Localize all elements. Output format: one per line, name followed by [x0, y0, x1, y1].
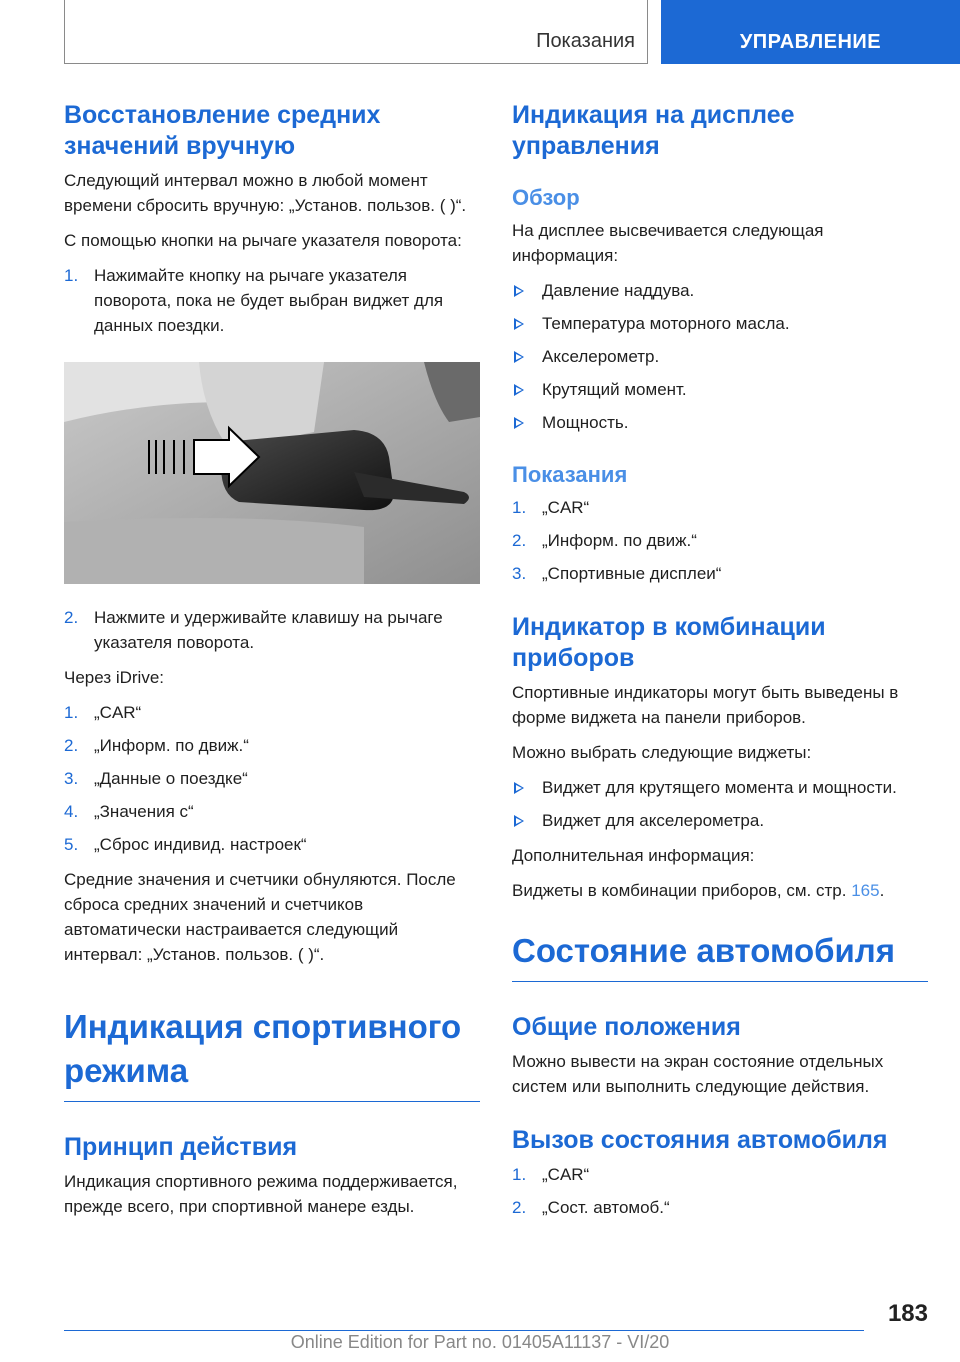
list-item: [512, 344, 928, 369]
list-item: [64, 605, 480, 655]
paragraph-principle: Индикация спортивного режима поддерживается, прежде всего, при спортивной манере езды.: [64, 1172, 458, 1216]
paragraph-idrive: Через iDrive:: [64, 668, 165, 687]
bullet-triangle-icon: [514, 351, 524, 363]
list-item-number: 2.: [512, 531, 527, 550]
list-item: [64, 263, 480, 338]
list-item-text: „Данные о поездке“: [94, 769, 248, 788]
list-item: [512, 377, 928, 402]
list-item-text: Виджет для акселерометра.: [542, 811, 765, 830]
list-item-text: „CAR“: [94, 703, 142, 722]
heading-vehicle-status: Состояние автомобиля: [512, 929, 928, 982]
list-item-text: „CAR“: [542, 1165, 590, 1184]
list-item-number: 2.: [64, 736, 79, 755]
idrive-steps-list: [64, 700, 480, 857]
list-item: [512, 528, 928, 553]
paragraph-reset-1: Следующий интервал можно в любой момент времени сбросить вручную: „Установ. пользов. ( )“.: [64, 171, 467, 215]
list-item: [64, 733, 480, 758]
paragraph-reset-2: С помощью кнопки на рычаге указателя поворота:: [64, 231, 462, 250]
footer-edition: Online Edition for Part no. 01405A11137 - VI/20: [290, 1332, 670, 1352]
list-item-text: „Информ. по движ.“: [94, 736, 249, 755]
bullet-triangle-icon: [514, 417, 524, 429]
footer-divider: [64, 1330, 864, 1331]
paragraph-cluster-2: Можно выбрать следующие виджеты:: [512, 743, 812, 762]
list-item: [512, 808, 928, 833]
steps-list-1: [64, 263, 480, 338]
heading-display-indication: Индикация на дисплее управления: [512, 101, 795, 160]
list-item: [64, 799, 480, 824]
paragraph-reference: [512, 878, 928, 903]
list-item-text: „Сост. автомоб.“: [542, 1198, 670, 1217]
reference-text: Виджеты в комбинации приборов, см. стр.: [512, 881, 847, 900]
bullet-triangle-icon: [514, 285, 524, 297]
list-item: [512, 775, 928, 800]
heading-readings: Показания: [512, 462, 628, 487]
list-item-text: Виджет для крутящего момента и мощности.: [542, 778, 897, 797]
heading-call-status: Вызов состояния автомобиля: [512, 1126, 888, 1154]
list-item: [512, 495, 928, 520]
heading-sport-indication: Индикация спортивного режима: [64, 1005, 480, 1102]
list-item: [512, 1162, 928, 1187]
right-column: [512, 100, 928, 1230]
paragraph-after-reset: Средние значения и счетчики обнуляются. После сброса средних значений и счетчиков автоматически настраивается следующий интервал: „Установ. пользов. ( )“.: [64, 870, 456, 964]
list-item-number: 1.: [64, 703, 79, 722]
heading-overview: Обзор: [512, 185, 580, 210]
overview-list: [512, 278, 928, 435]
list-item-text: Крутящий момент.: [542, 380, 687, 399]
list-item-text: „Информ. по движ.“: [542, 531, 697, 550]
list-item-number: 2.: [64, 608, 79, 627]
list-item-text: „CAR“: [542, 498, 590, 517]
list-item-text: Нажмите и удерживайте клавишу на рычаге указателя поворота.: [94, 608, 443, 652]
header-chapter-label: УПРАВЛЕНИЕ: [739, 31, 882, 53]
paragraph-overview: На дисплее высвечивается следующая информация:: [512, 221, 824, 265]
list-item-text: „Значения с“: [94, 802, 194, 821]
turn-signal-lever-illustration: [64, 362, 480, 584]
list-item: [512, 561, 928, 586]
list-item-number: 2.: [512, 1198, 527, 1217]
left-column: [64, 100, 480, 1229]
list-item-number: 3.: [64, 769, 79, 788]
header-chapter-tab: [661, 0, 960, 64]
heading-principle: Принцип действия: [64, 1133, 298, 1161]
paragraph-cluster-1: Спортивные индикаторы могут быть выведены в форме виджета на панели приборов.: [512, 683, 899, 727]
list-item: [512, 410, 928, 435]
list-item: [64, 766, 480, 791]
readings-list: [512, 495, 928, 586]
paragraph-more-info: Дополнительная информация:: [512, 846, 755, 865]
list-item-text: „Сброс индивид. настроек“: [94, 835, 307, 854]
list-item: [512, 311, 928, 336]
paragraph-general: Можно вывести на экран состояние отдельных систем или выполнить следующие действия.: [512, 1052, 884, 1096]
list-item-text: „Спортивные дисплеи“: [542, 564, 722, 583]
header-section-tab: [64, 0, 648, 64]
list-item-number: 1.: [512, 498, 527, 517]
list-item: [64, 832, 480, 857]
list-item-number: 4.: [64, 802, 79, 821]
heading-cluster-indicator: Индикатор в комбинации приборов: [512, 613, 826, 672]
page-reference-link[interactable]: 165: [851, 881, 880, 900]
heading-general: Общие положения: [512, 1013, 741, 1041]
bullet-triangle-icon: [514, 782, 524, 794]
list-item: [64, 700, 480, 725]
page-number: 183: [887, 1300, 928, 1327]
list-item-number: 1.: [64, 266, 79, 285]
call-status-list: [512, 1162, 928, 1220]
list-item: [512, 278, 928, 303]
header-section-label: Показания: [536, 30, 635, 52]
reference-end: .: [879, 881, 885, 900]
bullet-triangle-icon: [514, 318, 524, 330]
list-item-number: 1.: [512, 1165, 527, 1184]
bullet-triangle-icon: [514, 815, 524, 827]
steps-list-2: [64, 605, 480, 655]
list-item-number: 5.: [64, 835, 79, 854]
list-item-number: 3.: [512, 564, 527, 583]
list-item-text: Нажимайте кнопку на рычаге указателя поворота, пока не будет выбран виджет для данных поездки.: [94, 266, 444, 335]
widgets-list: [512, 775, 928, 833]
list-item-text: Давление наддува.: [542, 281, 695, 300]
list-item-text: Температура моторного масла.: [542, 314, 790, 333]
bullet-triangle-icon: [514, 384, 524, 396]
list-item-text: Мощность.: [542, 413, 629, 432]
list-item-text: Акселерометр.: [542, 347, 660, 366]
heading-reset-averages: Восстановление средних значений вручную: [64, 101, 381, 160]
list-item: [512, 1195, 928, 1220]
